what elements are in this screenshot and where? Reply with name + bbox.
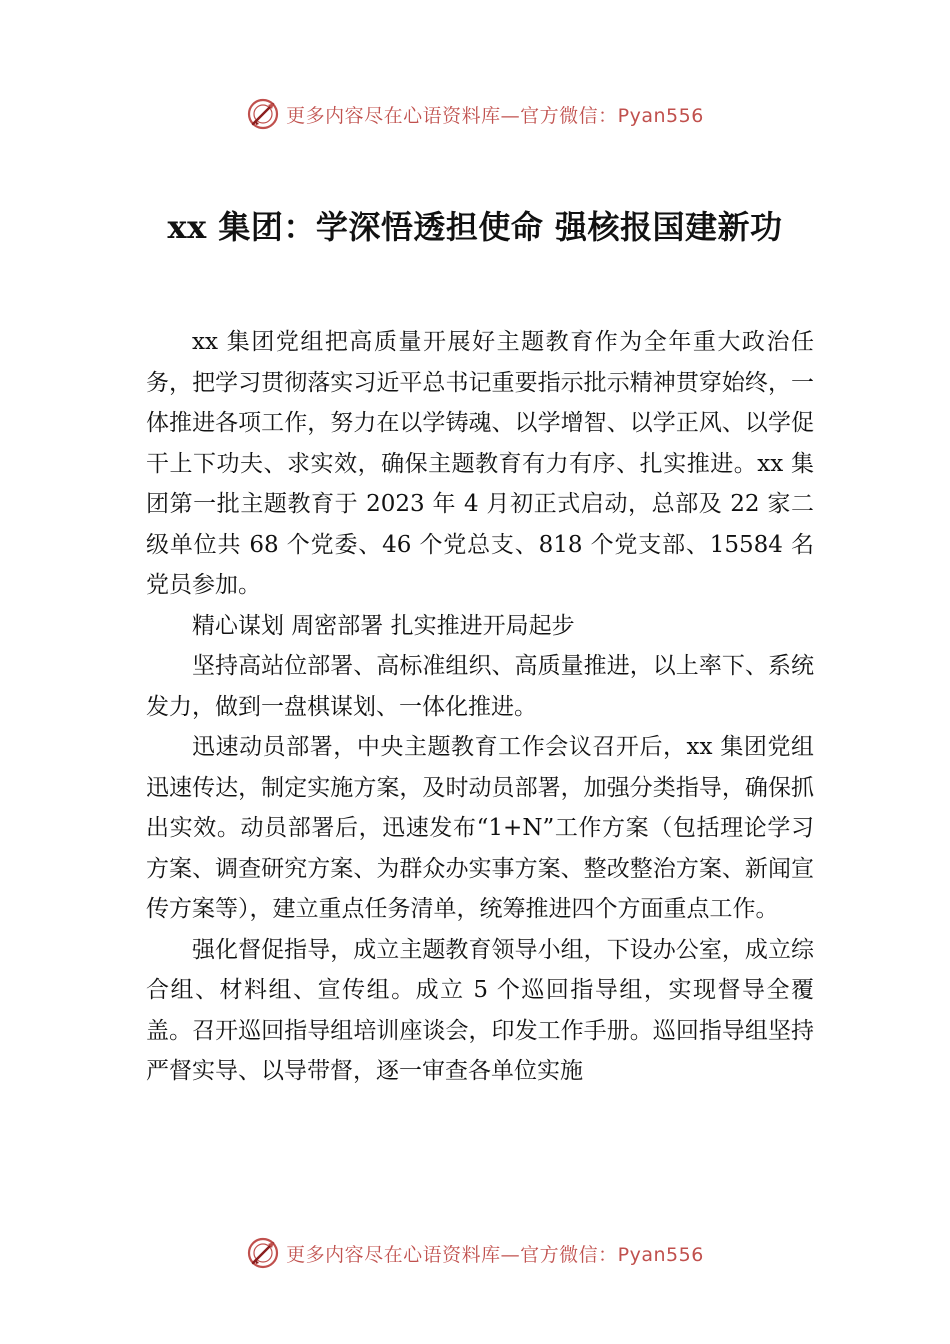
pen-logo-icon (246, 97, 280, 131)
paragraph-mobilization: 迅速动员部署，中央主题教育工作会议召开后，xx 集团党组迅速传达，制定实施方案，及时动员部署，加强分类指导，确保抓出实效。动员部署后，迅速发布“1+N”工作方案（包括理论学习方案、调查研究方案、为群众办实事方案、整改整治方案、新闻宣传方案等），建立重点任务清单，统筹推进四个方面重点工作。 (146, 734, 814, 922)
footer-banner (0, 1233, 950, 1273)
wechat-id: Pyan556 (617, 1243, 704, 1266)
pen-logo-icon (246, 1236, 280, 1270)
header-banner (0, 94, 950, 134)
banner-text: 更多内容尽在心语资料库—官方微信： (286, 104, 618, 127)
banner-text: 更多内容尽在心语资料库—官方微信： (286, 1243, 618, 1266)
paragraph-supervision: 强化督促指导，成立主题教育领导小组，下设办公室，成立综合组、材料组、宣传组。成立 5 个巡回指导组，实现督导全覆盖。召开巡回指导组培训座谈会，印发工作手册。巡回指导组坚持严督实导、以导带督，逐一审查各单位实施 (146, 936, 814, 1084)
wechat-id: Pyan556 (617, 104, 704, 127)
paragraph-intro: xx 集团党组把高质量开展好主题教育作为全年重大政治任务，把学习贯彻落实习近平总书记重要指示批示精神贯穿始终，一体推进各项工作，努力在以学铸魂、以学增智、以学正风、以学促干上下功夫、求实效，确保主题教育有力有序、扎实推进。xx 集团第一批主题教育于 2023 年 4 月初正式启动，总部及 22 家二级单位共 68 个党委、46 个党总支、818 个党支部、15584 名党员参加。 (146, 329, 814, 598)
paragraph-principle: 坚持高站位部署、高标准组织、高质量推进，以上率下、系统发力，做到一盘棋谋划、一体化推进。 (146, 653, 814, 720)
document-title: xx 集团：学深悟透担使命 强核报国建新功 (167, 208, 783, 246)
section-heading: 精心谋划 周密部署 扎实推进开局起步 (192, 612, 575, 639)
document-body (146, 322, 814, 1092)
